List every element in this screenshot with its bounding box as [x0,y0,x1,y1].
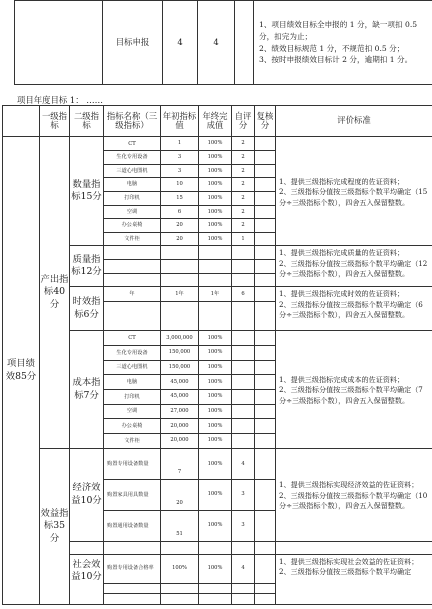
header-level1: 一级指标 [40,106,70,137]
initial-value: 150,000 [161,360,199,375]
indicator-name: 生化专用设备 [104,151,161,165]
actual-value: 100% [199,434,232,449]
indicator-name: 购置专用设备数量 [104,448,161,479]
criteria-line: 1、提供三级指标完成成本的佐证资料； [279,375,405,385]
self-score: 2 [232,151,255,165]
self-score: 2 [232,164,255,178]
actual-value: 100% [199,448,232,479]
indicator-name: 购置通用设备数量 [104,510,161,541]
self-score: 3 [232,480,255,510]
initial-value: 6 [161,205,199,219]
economic-benefit-label: 经济效益10分 [70,448,104,541]
review-score [255,360,276,375]
review-score [255,301,276,330]
criteria-line: 2、三级指标分值按三级指标个数平均确定（12 分÷三级指标个数），四舍五入保留整数。 [279,258,428,278]
review-score [255,260,276,274]
blank-cell [161,541,199,554]
review-score [255,232,276,246]
criteria-line: 3、按时申报绩效目标计 2 分，逾期扣 1 分。 [259,55,413,65]
self-score [232,346,255,361]
initial-value: 10 [161,178,199,192]
criteria-line: 2、三级指标分值按三级指标个数平均确定（10 分÷三级指标个数），四舍五入保留整数。 [279,490,428,510]
actual-value: 100% [199,419,232,434]
initial-value [161,301,199,330]
indicator-name: 办公桌椅 [104,219,161,233]
indicator-name: 购置家具用具数量 [104,480,161,510]
actual-value [199,246,232,260]
initial-value: 45,000 [161,390,199,405]
blank-cell [255,594,276,605]
review-score [255,346,276,361]
review-score [255,480,276,510]
initial-value: 45,000 [161,375,199,390]
target-declaration-label: 目标申报 [103,1,163,85]
self-score [232,260,255,274]
blank-cell [199,594,232,605]
economic-criteria [276,448,432,541]
initial-value: 15 [161,191,199,205]
timeliness-criteria [276,287,432,331]
header-actual-value: 年终完成值 [199,106,232,137]
header-level2: 二级指标 [70,106,104,137]
quality-indicator-label: 质量指标12分 [70,246,104,287]
indicator-name: 生化专用设备 [104,346,161,361]
review-score [255,164,276,178]
actual-value: 100% [199,219,232,233]
indicator-name: 空调 [104,205,161,219]
blank-cell [232,594,255,605]
criteria-line: 1、提供三级指标完成时效的佐证资料； [279,289,405,299]
social-criteria [276,554,432,604]
criteria-line: 1、提供三级指标完成程度的佐证资料； [279,177,405,187]
initial-value: 1年 [161,287,199,302]
criteria-line: 2、三级指标分值按三级指标个数平均确定（6 分÷三级指标个数），四舍五入保留整数。 [279,299,423,319]
indicator-name [104,260,161,274]
initial-value [161,273,199,287]
review-score [255,273,276,287]
target-declaration-criteria [254,1,432,85]
initial-value: 1 [161,137,199,151]
actual-value: 100% [199,232,232,246]
self-score: 4 [232,554,255,583]
self-score [232,434,255,449]
self-score [232,331,255,346]
review-score [255,191,276,205]
initial-value [161,260,199,274]
indicator-name [104,246,161,260]
performance-table [2,105,432,605]
cost-criteria [276,331,432,448]
indicator-name: 年 [104,287,161,302]
review-score [255,375,276,390]
review-score [255,246,276,260]
initial-value: 20 [161,480,199,510]
criteria-line: 1、提供三级指标完成质量的佐证资料； [279,248,405,258]
initial-value: 20 [161,219,199,233]
review-score [255,510,276,541]
blank-cell [104,583,161,593]
self-score: 2 [232,205,255,219]
actual-value: 100% [199,390,232,405]
actual-value [199,260,232,274]
criteria-line: 2、三级指标分值按三级指标个数平均确定 [279,566,412,576]
blank-cell [235,1,254,85]
initial-value: 3 [161,164,199,178]
self-score: 2 [232,191,255,205]
self-score: 2 [232,178,255,192]
header-criteria: 评价标准 [276,106,432,137]
review-score [255,137,276,151]
quantity-criteria [276,137,432,246]
indicator-name: 三道心电图机 [104,360,161,375]
indicator-name: 文件柜 [104,434,161,449]
indicator-name: 电脑 [104,375,161,390]
self-score [232,246,255,260]
review-score [255,287,276,302]
header-self-score: 自评分 [232,106,255,137]
blank-cell [255,541,276,554]
self-score [232,375,255,390]
blank-cell [15,1,103,85]
actual-value: 100% [199,151,232,165]
indicator-name: 打印机 [104,191,161,205]
benefit-indicator-label: 效益指标35分 [40,448,70,604]
initial-value: 27,000 [161,404,199,419]
indicator-name: CT [104,137,161,151]
review-score [255,434,276,449]
criteria-line: 2、三级指标分值按三级指标个数平均确定（7 分÷三级指标个数），四舍五入保留整数。 [279,385,423,405]
review-score [255,390,276,405]
self-score: 2 [232,219,255,233]
actual-value: 100% [199,205,232,219]
indicator-name: 空调 [104,404,161,419]
blank-cell [255,583,276,593]
actual-value: 100% [199,346,232,361]
self-score: 3 [232,510,255,541]
initial-value: 51 [161,510,199,541]
self-score [232,301,255,330]
initial-value: 20,000 [161,434,199,449]
criteria-line: 2、三级指标分值按三级指标个数平均确定（15 分÷三级指标个数），四舍五入保留整数。 [279,187,428,207]
blank-cell [104,594,161,605]
cost-indicator-label: 成本指标7分 [70,331,104,448]
self-score: 6 [232,287,255,302]
self-score: 1 [232,232,255,246]
actual-value: 100% [199,480,232,510]
indicator-name [104,273,161,287]
actual-value: 100% [199,164,232,178]
target-declaration-value2: 4 [198,1,235,85]
actual-value: 100% [199,191,232,205]
criteria-line: 1、项目绩效目标全申报的 1 分，缺一项扣 0.5 分，扣完为止； [259,19,418,41]
initial-value: 7 [161,448,199,479]
self-score [232,419,255,434]
project-performance-label: 项目绩效85分 [3,137,40,605]
actual-value [199,273,232,287]
initial-value: 3,000,000 [161,331,199,346]
initial-value: 100% [161,554,199,583]
prior-criteria-table [14,0,432,85]
initial-value [161,246,199,260]
criteria-line: 2、绩效目标规范 1 分，不规范扣 0.5 分； [259,43,405,53]
self-score: 4 [232,448,255,479]
quality-criteria [276,246,432,287]
initial-value: 20 [161,232,199,246]
indicator-name: 购置专用设备合格率 [104,554,161,583]
blank-cell [161,583,199,593]
indicator-name: 办公桌椅 [104,419,161,434]
actual-value: 100% [199,375,232,390]
quantity-indicator-label: 数量指标15分 [70,137,104,246]
actual-value: 100% [199,554,232,583]
self-score [232,360,255,375]
actual-value: 100% [199,404,232,419]
header-review-score: 复核分 [255,106,276,137]
actual-value [199,301,232,330]
blank-cell [70,541,104,554]
self-score: 2 [232,137,255,151]
criteria-line: 1、提供三级指标实现社会效益的佐证资料； [279,556,419,566]
blank-cell [104,541,161,554]
actual-value: 1年 [199,287,232,302]
review-score [255,404,276,419]
header-initial-value: 年初指标值 [161,106,199,137]
target-declaration-value1: 4 [163,1,198,85]
blank-cell [161,594,199,605]
actual-value: 100% [199,331,232,346]
indicator-name [104,301,161,330]
actual-value: 100% [199,360,232,375]
self-score [232,273,255,287]
blank-cell [232,541,255,554]
indicator-name: CT [104,331,161,346]
annual-target-caption: 项目年度目标 1： …… [17,95,104,105]
criteria-line: 1、提供三级指标实现经济效益的佐证资料； [279,480,419,490]
review-score [255,151,276,165]
indicator-name: 电脑 [104,178,161,192]
review-score [255,219,276,233]
blank-header-cell [3,106,40,137]
review-score [255,178,276,192]
review-score [255,331,276,346]
indicator-name: 打印机 [104,390,161,405]
review-score [255,205,276,219]
indicator-name: 三道心电图机 [104,164,161,178]
blank-cell [199,541,232,554]
actual-value: 100% [199,510,232,541]
initial-value: 20,000 [161,419,199,434]
header-indicator-name: 指标名称（三级指标） [104,106,161,137]
initial-value: 150,000 [161,346,199,361]
initial-value: 3 [161,151,199,165]
actual-value: 100% [199,137,232,151]
self-score [232,404,255,419]
review-score [255,419,276,434]
actual-value: 100% [199,178,232,192]
self-score [232,390,255,405]
social-benefit-label: 社会效益10分 [70,554,104,604]
blank-cell [232,583,255,593]
review-score [255,448,276,479]
blank-cell [276,541,432,554]
timeliness-indicator-label: 时效指标6分 [70,287,104,331]
blank-cell [199,583,232,593]
indicator-name: 文件柜 [104,232,161,246]
review-score [255,554,276,583]
output-indicator-label: 产出指标40分 [40,137,70,448]
